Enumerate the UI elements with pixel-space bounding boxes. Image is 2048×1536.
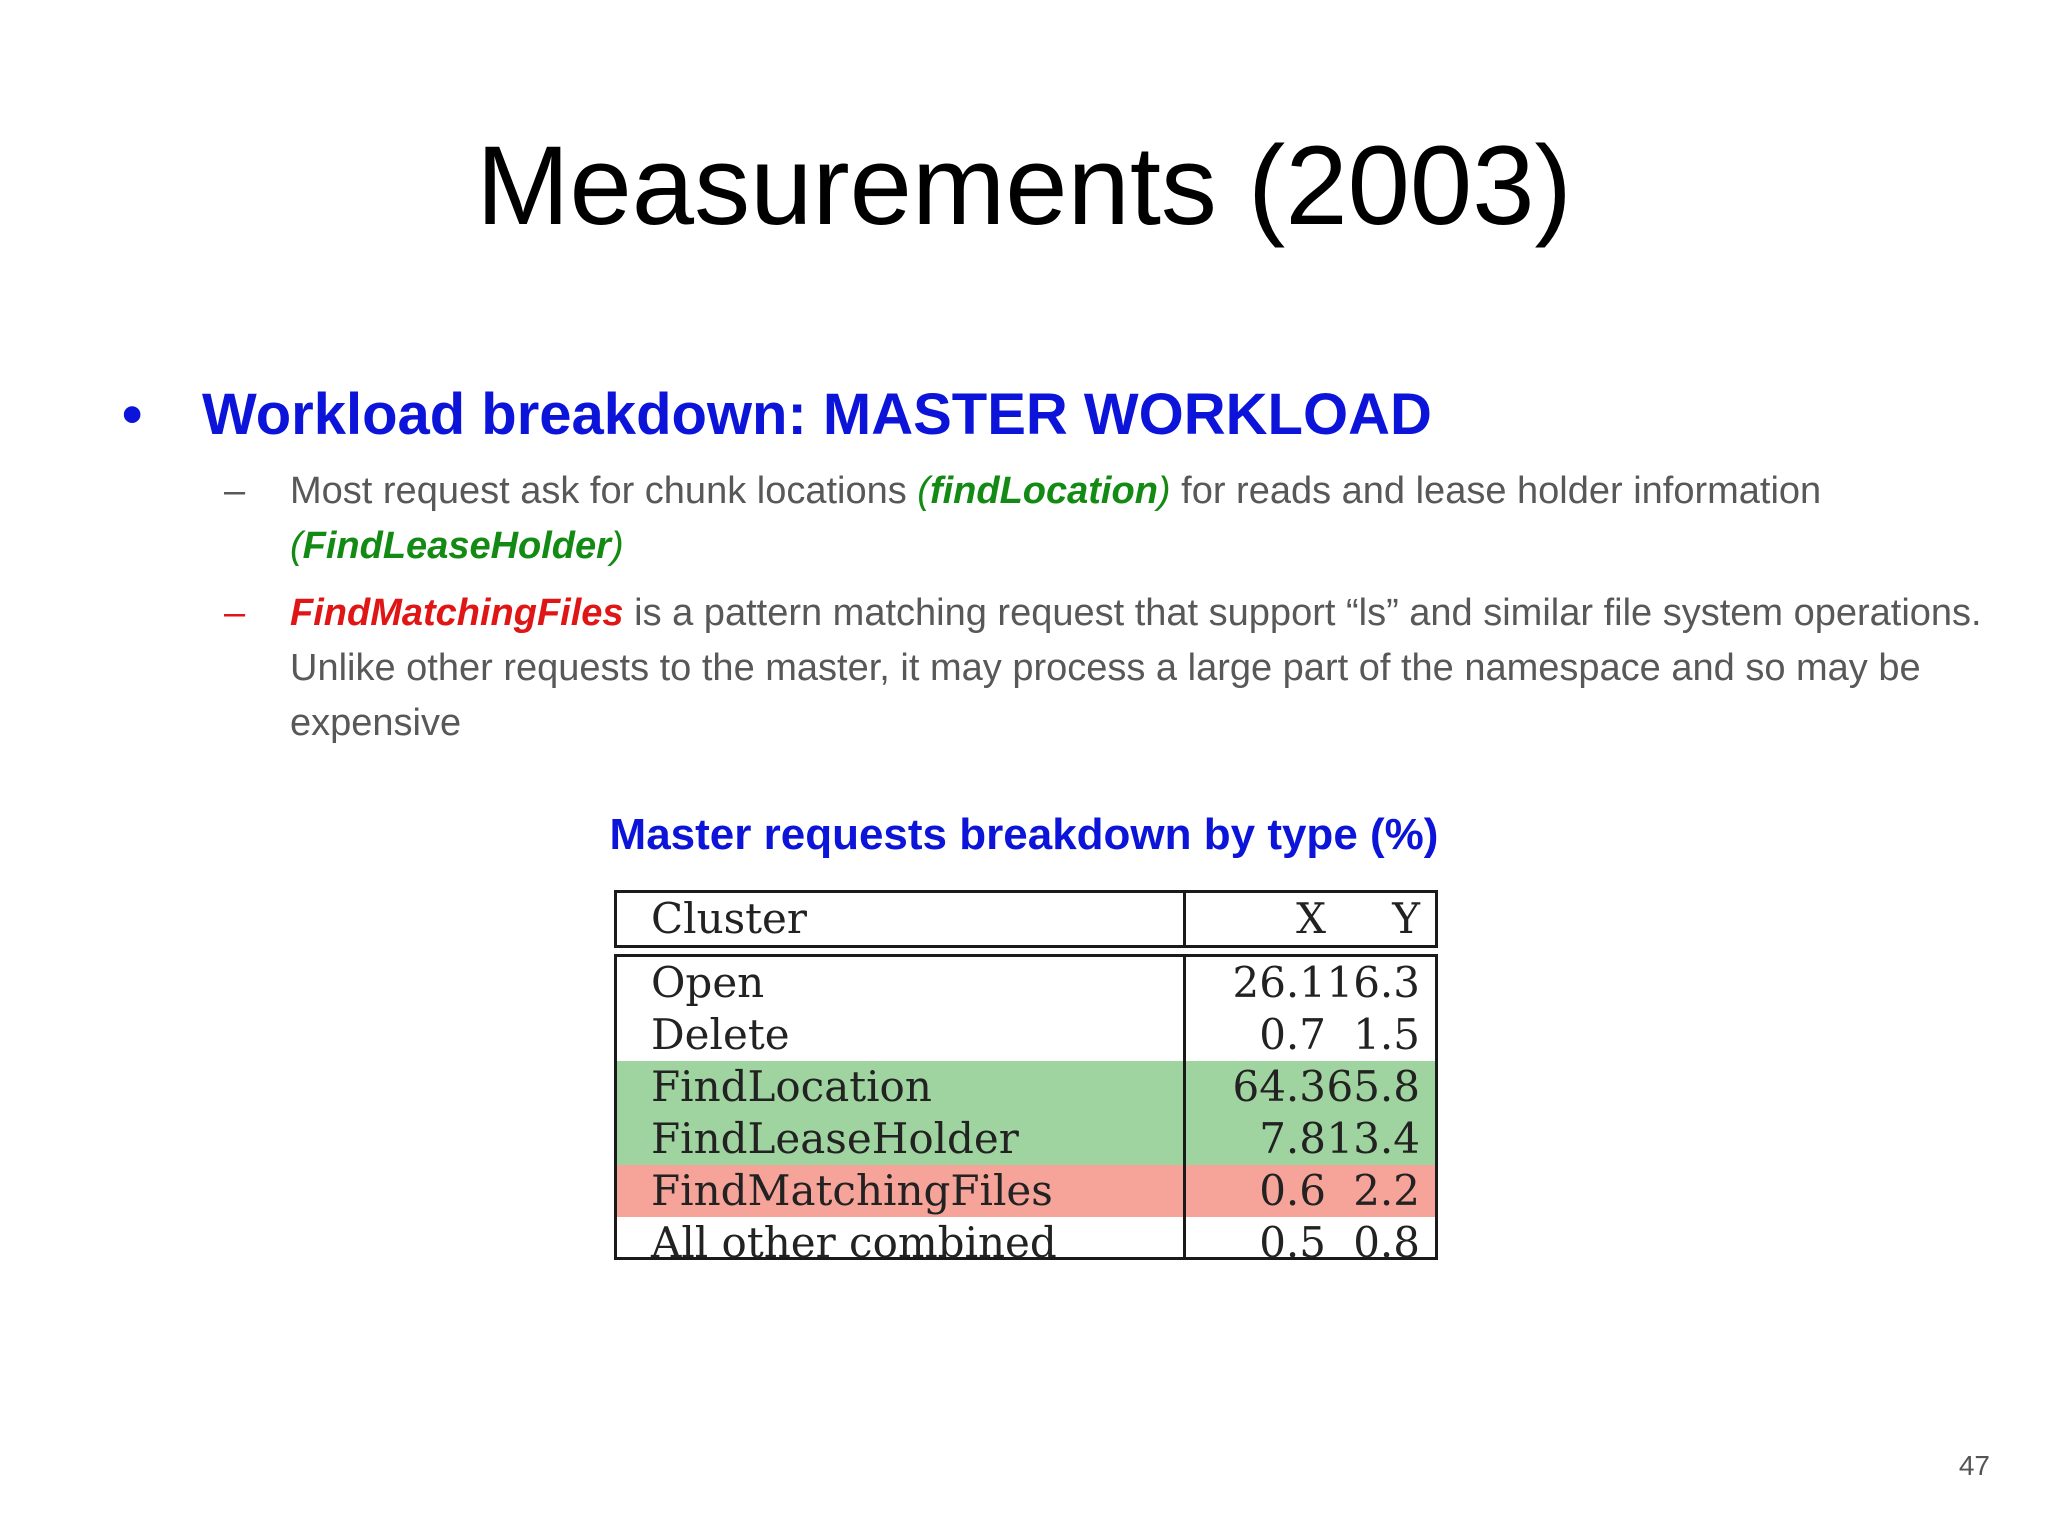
find-location-term: findLocation [929,470,1158,512]
table-row-highlight-green [617,1061,1435,1113]
table-body [614,954,1438,1267]
row-x: 0.7 [1259,1010,1326,1059]
row-x: 7.8 [1259,1114,1326,1163]
header-x: X [1296,894,1326,943]
row-name: FindLocation [651,1062,932,1111]
find-lease-holder-term: FindLeaseHolder [302,525,611,567]
slide-title: Measurements (2003) [476,123,1572,248]
find-matching-files-term: FindMatchingFiles [290,592,624,634]
row-x: 0.6 [1259,1166,1326,1215]
row-x: 0.5 [1259,1218,1326,1267]
subbullet-dash: – [224,470,246,512]
table-row [617,957,1435,1009]
table-row-highlight-green [617,1113,1435,1165]
text-span: Most request ask for chunk locations [290,470,918,512]
subbullet-find-matching-files [224,586,2048,751]
text-span: is a pattern matching request that support “ls” and similar file system operations. Unlike other requests to the master, it may process a large part of the namespace and so may be expensive [290,592,1982,744]
table-row-highlight-red [617,1165,1435,1217]
main-bullet [122,382,1432,447]
row-name: FindLeaseHolder [651,1114,1019,1163]
row-name: Open [651,958,765,1007]
main-bullet-text: Workload breakdown: MASTER WORKLOAD [202,382,1432,447]
row-y: 65.8 [1326,1062,1420,1111]
row-y: 0.8 [1353,1218,1420,1267]
subbullet-dash: – [224,592,246,634]
table-row [617,1009,1435,1061]
paren: ) [610,525,624,567]
bullet-marker: • [122,382,143,447]
row-name: FindMatchingFiles [651,1166,1053,1215]
header-y: Y [1392,894,1420,943]
paren: ( [917,470,930,512]
row-y: 1.5 [1353,1010,1420,1059]
row-y: 13.4 [1326,1114,1420,1163]
subbullet-text [290,464,2048,574]
header-row [617,893,1435,945]
row-y: 2.2 [1353,1166,1420,1215]
row-name: All other combined [651,1218,1057,1267]
row-y: 16.3 [1326,958,1420,1007]
column-divider [1183,957,1186,1257]
text-span: for reads and lease holder information [1170,470,1822,512]
page-number: 47 [1958,1450,1990,1481]
subbullet-find-location [224,464,2048,574]
table-title: Master requests breakdown by type (%) [609,810,1439,859]
paren: ) [1157,470,1171,512]
row-name: Delete [651,1010,790,1059]
table-row [617,1217,1435,1269]
header-cluster: Cluster [651,894,807,943]
subbullet-text [290,586,2048,751]
row-x: 26.1 [1232,958,1326,1007]
table-header [614,890,1438,948]
paren: ( [290,525,303,567]
row-x: 64.3 [1232,1062,1326,1111]
